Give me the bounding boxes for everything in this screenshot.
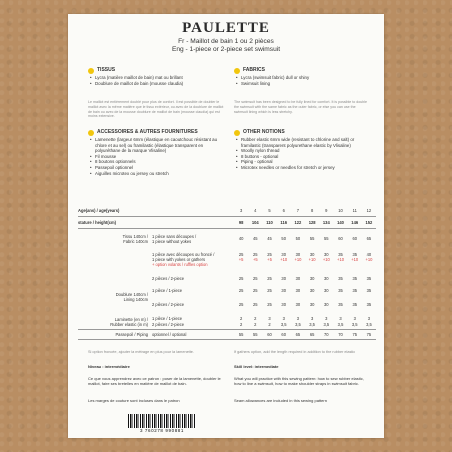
table-cell: 12 bbox=[366, 208, 372, 213]
table-cell: 25 bbox=[253, 302, 258, 307]
table-cell: 35 bbox=[352, 288, 357, 293]
table-cell: 3 bbox=[239, 208, 243, 213]
fabric-ruffle-extra-cells bbox=[234, 257, 376, 262]
list-item: • Lycra (swimsuit fabric) dull or shiny bbox=[234, 75, 370, 81]
elastic-1piece-cells bbox=[234, 316, 376, 321]
table-cell: 30 bbox=[281, 288, 286, 293]
table-cell: 4 bbox=[254, 208, 257, 213]
table-cell: 70 bbox=[324, 332, 329, 337]
table-cell: 30 bbox=[324, 276, 329, 281]
subtitle-fr: Fr - Maillot de bain 1 ou 2 pièces bbox=[178, 38, 274, 45]
table-cell: +5 bbox=[238, 257, 244, 262]
table-cell: 8 bbox=[310, 208, 314, 213]
table-cell: 30 bbox=[324, 288, 329, 293]
table-cell: 35 bbox=[366, 288, 372, 293]
seam-allowance-fr: Les marges de couture sont incluses dans le patron bbox=[88, 398, 180, 403]
accessories-heading: ACCESSOIRES & AUTRES FOURNITURES bbox=[97, 129, 198, 136]
stature-label: stature / height(cm) bbox=[78, 220, 116, 225]
table-cell: 60 bbox=[338, 236, 343, 241]
table-cell: 6 bbox=[282, 208, 285, 213]
table-cell: 45 bbox=[253, 236, 258, 241]
table-cell: 30 bbox=[309, 276, 315, 281]
table-cell: 3,5 bbox=[337, 322, 344, 327]
list-item: • Passepoil optionnel bbox=[88, 165, 224, 171]
piping-cells bbox=[234, 332, 376, 337]
table-cell: 10 bbox=[338, 208, 343, 213]
table-cell: 60 bbox=[352, 236, 357, 241]
table-cell: 30 bbox=[309, 302, 315, 307]
table-cell: 30 bbox=[281, 276, 286, 281]
table-cell: 116 bbox=[280, 220, 288, 225]
seam-allowance-en: Seam allowances are included in this sewing pattern bbox=[234, 398, 327, 403]
bullet-dot-icon bbox=[88, 68, 94, 74]
lining-2piece-cells bbox=[234, 302, 376, 307]
fabrics-heading: FABRICS bbox=[243, 67, 265, 74]
table-cell: 3,5 bbox=[366, 322, 372, 327]
list-item: • Piping - optional bbox=[234, 159, 370, 165]
table-cell: 146 bbox=[351, 220, 359, 225]
table-cell: 3 bbox=[367, 316, 371, 321]
table-cell: +10 bbox=[351, 257, 359, 262]
pattern-title: PAULETTE bbox=[182, 20, 270, 36]
age-label: Age(ans) / age(years) bbox=[78, 208, 120, 213]
fabric-label: Tissu 140cm / Fabric 140cm bbox=[122, 234, 148, 244]
table-cell: 35 bbox=[338, 276, 343, 281]
list-item: • Doublure de maillot de bain (mousse claudia) bbox=[88, 81, 224, 87]
table-cell: 45 bbox=[267, 236, 272, 241]
table-cell: 35 bbox=[338, 302, 343, 307]
table-cell: +10 bbox=[280, 257, 288, 262]
list-item: • Woolly nylon thread bbox=[234, 148, 370, 154]
table-cell: 25 bbox=[267, 302, 272, 307]
table-cell: 3 bbox=[339, 316, 342, 321]
table-cell: +5 bbox=[252, 257, 258, 262]
table-cell: 25 bbox=[253, 252, 258, 257]
ruffles-option-note: + option volants / ruffles option bbox=[152, 262, 208, 267]
table-cell: 104 bbox=[251, 220, 259, 225]
table-cell: 3,5 bbox=[351, 322, 358, 327]
level-en: Skill level: intermediate bbox=[234, 364, 279, 369]
list-item: • Rubber elastic 6mm wide (resistant to chlorine and salt) or framilastic (transparent polyurethane elastic by Vlisaline) bbox=[234, 137, 370, 148]
table-cell: 30 bbox=[324, 252, 329, 257]
lining-label: Doublure 140cm / Lining 140cm bbox=[115, 292, 148, 302]
table-cell: 55 bbox=[253, 332, 258, 337]
lining-paragraph-en: The swimsuit has been designed to be fully lined for comfort. It is possible to double the swimsuit with the same fabric as the outer fabric, or else you can use the swimsuit lining which is less stretchy. bbox=[234, 100, 368, 114]
list-item: • Microtex needles or needles for stretch or jersey bbox=[234, 165, 370, 171]
tissus-section bbox=[88, 68, 224, 86]
table-cell: 3 bbox=[325, 316, 328, 321]
table-cell: 75 bbox=[352, 332, 357, 337]
row-description: 1 pièce / 1-piece bbox=[152, 316, 183, 321]
table-cell: 5 bbox=[268, 208, 271, 213]
table-cell: 30 bbox=[324, 302, 329, 307]
subtitle-en: Eng - 1-piece or 2-piece set swimsuit bbox=[171, 46, 281, 53]
learn-fr: Ce que vous apprendrez avec ce patron : poser de la lamenette, doubler le maillot, faire ses bretelles en matière de maillot de bain. bbox=[88, 376, 221, 387]
row-description: 2 pièces / 2-piece bbox=[152, 302, 185, 307]
table-cell: 25 bbox=[238, 252, 244, 257]
divider bbox=[78, 228, 376, 229]
table-cell: 30 bbox=[295, 276, 301, 281]
table-cell: 2 bbox=[254, 316, 257, 321]
table-cell: 11 bbox=[352, 208, 357, 213]
table-cell: 25 bbox=[267, 276, 272, 281]
bullet-dot-icon bbox=[234, 68, 240, 74]
level-fr: Niveau : intermédiaire bbox=[88, 364, 130, 369]
table-cell: 2 bbox=[239, 322, 243, 327]
table-cell: 2 bbox=[239, 316, 243, 321]
table-cell: 35 bbox=[338, 252, 343, 257]
table-cell: 3,5 bbox=[323, 322, 330, 327]
table-cell: +10 bbox=[294, 257, 302, 262]
table-cell: +5 bbox=[267, 257, 272, 262]
notions-section bbox=[234, 130, 370, 171]
table-cell: 65 bbox=[309, 332, 315, 337]
table-cell: 35 bbox=[366, 276, 372, 281]
age-cells bbox=[234, 208, 376, 213]
table-cell: 35 bbox=[352, 276, 357, 281]
list-item: • Fil mousse bbox=[88, 154, 224, 160]
table-cell: 35 bbox=[338, 288, 343, 293]
table-cell: 30 bbox=[295, 302, 301, 307]
list-item: • Lamenette (largeur 6mm (élastique en caoutchouc résistant au chlore et au sel) ou framilastic (élastique transparent en polyuréthane de la marque Vlisaline) bbox=[88, 137, 224, 154]
table-cell: +10 bbox=[365, 257, 373, 262]
table-cell: 35 bbox=[352, 302, 357, 307]
table-cell: 3,5 bbox=[309, 322, 315, 327]
table-cell: 40 bbox=[238, 236, 244, 241]
table-cell: 65 bbox=[366, 236, 372, 241]
table-cell: 9 bbox=[325, 208, 328, 213]
row-description: 1 pièce / 1-piece bbox=[152, 288, 183, 293]
barcode bbox=[128, 414, 196, 428]
table-cell: 30 bbox=[281, 252, 286, 257]
fabrics-section bbox=[234, 68, 370, 86]
list-item: • 8 buttons - optional bbox=[234, 154, 370, 160]
table-cell: 40 bbox=[366, 252, 372, 257]
divider bbox=[78, 329, 376, 330]
table-cell: 134 bbox=[322, 220, 330, 225]
table-cell: 3 bbox=[282, 316, 285, 321]
gathers-note-en: If gathers option, add the length required in addition to the rubber elastic bbox=[234, 350, 356, 354]
table-cell: 30 bbox=[281, 302, 286, 307]
table-cell: 3 bbox=[310, 316, 314, 321]
list-item: • Lycra (matière maillot de bain) mat ou brillant bbox=[88, 75, 224, 81]
row-description: optionnel / optional bbox=[152, 332, 187, 337]
table-cell: 50 bbox=[295, 236, 301, 241]
table-cell: 30 bbox=[295, 288, 301, 293]
table-cell: 25 bbox=[238, 302, 244, 307]
table-cell: 2 bbox=[268, 322, 271, 327]
bullet-dot-icon bbox=[88, 130, 94, 136]
table-cell: 25 bbox=[253, 276, 258, 281]
pattern-envelope-back bbox=[68, 14, 384, 438]
table-cell: +10 bbox=[308, 257, 316, 262]
table-cell: +10 bbox=[337, 257, 344, 262]
table-cell: 60 bbox=[267, 332, 272, 337]
divider bbox=[78, 339, 376, 340]
table-cell: 55 bbox=[238, 332, 244, 337]
table-cell: 3,5 bbox=[295, 322, 301, 327]
table-cell: 35 bbox=[366, 302, 372, 307]
table-cell: 110 bbox=[266, 220, 273, 225]
table-cell: 70 bbox=[338, 332, 343, 337]
table-cell: 25 bbox=[238, 288, 244, 293]
divider bbox=[78, 216, 376, 217]
table-cell: 128 bbox=[308, 220, 316, 225]
table-cell: 122 bbox=[294, 220, 302, 225]
table-cell: 3,5 bbox=[280, 322, 287, 327]
table-cell: 65 bbox=[295, 332, 301, 337]
table-cell: 60 bbox=[281, 332, 286, 337]
table-cell: 75 bbox=[366, 332, 372, 337]
table-cell: 7 bbox=[296, 208, 300, 213]
height-cells bbox=[234, 220, 376, 225]
table-cell: 25 bbox=[267, 252, 272, 257]
table-cell: 25 bbox=[267, 288, 272, 293]
row-description: 2 pièces / 2-piece bbox=[152, 322, 185, 327]
table-cell: 30 bbox=[309, 288, 315, 293]
table-cell: 30 bbox=[295, 252, 301, 257]
fabric-2piece-cells bbox=[234, 276, 376, 281]
table-cell: 152 bbox=[365, 220, 373, 225]
list-item: • Aiguilles microtex ou jersey ou stretch bbox=[88, 171, 224, 177]
elastic-label: Laminette (en m) / Rubber elastic (in m) bbox=[110, 317, 148, 327]
fabric-1piece-cells bbox=[234, 236, 376, 241]
table-cell: 98 bbox=[238, 220, 244, 225]
piping-label: Passepoil / Piping bbox=[115, 332, 148, 337]
table-cell: 25 bbox=[253, 288, 258, 293]
accessories-section bbox=[88, 130, 224, 176]
barcode-number: 3 760278 990881 bbox=[139, 428, 185, 433]
table-cell: 35 bbox=[352, 252, 357, 257]
table-cell: 50 bbox=[281, 236, 286, 241]
lining-1piece-cells bbox=[234, 288, 376, 293]
list-item: • Swimsuit lining bbox=[234, 81, 370, 87]
row-description: 1 pièce avec découpes ou froncé / 1 piece with yokes or gathers + option volants / ruffles option bbox=[152, 252, 234, 267]
elastic-2piece-cells bbox=[234, 322, 376, 327]
bullet-dot-icon bbox=[234, 130, 240, 136]
table-cell: 3 bbox=[268, 316, 271, 321]
table-cell: 55 bbox=[324, 236, 329, 241]
table-cell: +10 bbox=[322, 257, 330, 262]
table-cell: 30 bbox=[309, 252, 315, 257]
table-cell: 55 bbox=[309, 236, 315, 241]
notions-heading: OTHER NOTIONS bbox=[243, 129, 285, 136]
table-cell: 3 bbox=[353, 316, 356, 321]
tissus-heading: TISSUS bbox=[97, 67, 116, 74]
learn-en: What you will practice with this sewing pattern: how to sew rubber elastic, how to line a swimsuit, how to make shoulder straps in swimsuit fabric. bbox=[234, 376, 364, 387]
table-cell: 140 bbox=[337, 220, 344, 225]
row-description: 2 pièces / 2-piece bbox=[152, 276, 185, 281]
lining-paragraph-fr: Le maillot est entièrement doublé pour plus de confort. Il est possible de doubler le maillot avec la même matière que le tissu extérieur, ou avec de la doublure de maillot de bain ou avec de la mousse doublure de maillot de bain (mousse claudia) qui est moins extensive. bbox=[88, 100, 224, 119]
list-item: • 8 boutons optionnels bbox=[88, 159, 224, 165]
row-description: 1 pièce sans découpes / 1 piece without yokes bbox=[152, 234, 197, 244]
table-cell: 2 bbox=[254, 322, 257, 327]
table-cell: 3 bbox=[296, 316, 300, 321]
gathers-note-fr: Si option froncée, ajouter la métrage en plus pour la lamenette. bbox=[88, 350, 194, 354]
table-cell: 25 bbox=[238, 276, 244, 281]
